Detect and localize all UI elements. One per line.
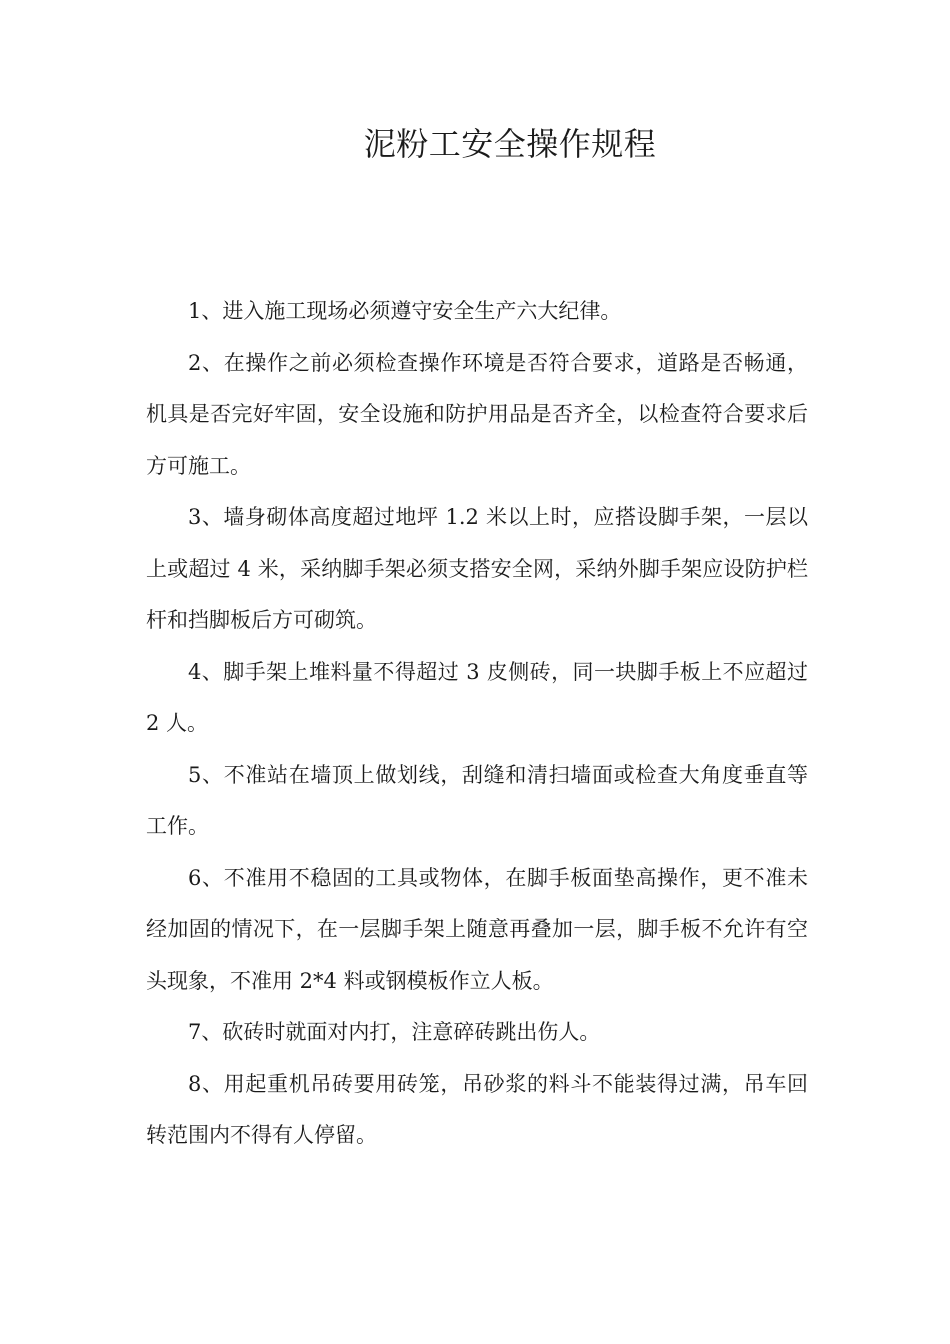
- paragraph-7: 7、砍砖时就面对内打，注意碎砖跳出伤人。: [188, 1020, 601, 1044]
- paragraph-5: 5、不准站在墙顶上做划线，刮缝和清扫墙面或检查大角度垂直等工作。: [146, 762, 808, 838]
- paragraph-2: 2、在操作之前必须检查操作环境是否符合要求，道路是否畅通，机具是否完好牢固，安全设施和防护用品是否齐全，以检查符合要求后方可施工。: [146, 350, 808, 478]
- paragraph-3: 3、墙身砌体高度超过地坪 1.2 米以上时，应搭设脚手架，一层以上或超过 4 米，采纳脚手架必须支搭安全网，采纳外脚手架应设防护栏杆和挡脚板后方可砌筑。: [146, 505, 808, 632]
- paragraph-6: 6、不准用不稳固的工具或物体，在脚手板面垫高操作，更不准未经加固的情况下，在一层脚手架上随意再叠加一层，脚手板不允许有空头现象，不准用 2*4 料或钢模板作立人板。: [146, 865, 808, 993]
- paragraph-1: 1、进入施工现场必须遵守安全生产六大纪律。: [188, 299, 622, 323]
- document-body: [146, 286, 808, 1162]
- document-title: 泥粉工安全操作规程: [363, 125, 657, 163]
- paragraph-4: 4、脚手架上堆料量不得超过 3 皮侧砖，同一块脚手板上不应超过 2 人。: [146, 659, 808, 735]
- paragraph-8: 8、用起重机吊砖要用砖笼，吊砂浆的料斗不能装得过满，吊车回转范围内不得有人停留。: [146, 1071, 808, 1147]
